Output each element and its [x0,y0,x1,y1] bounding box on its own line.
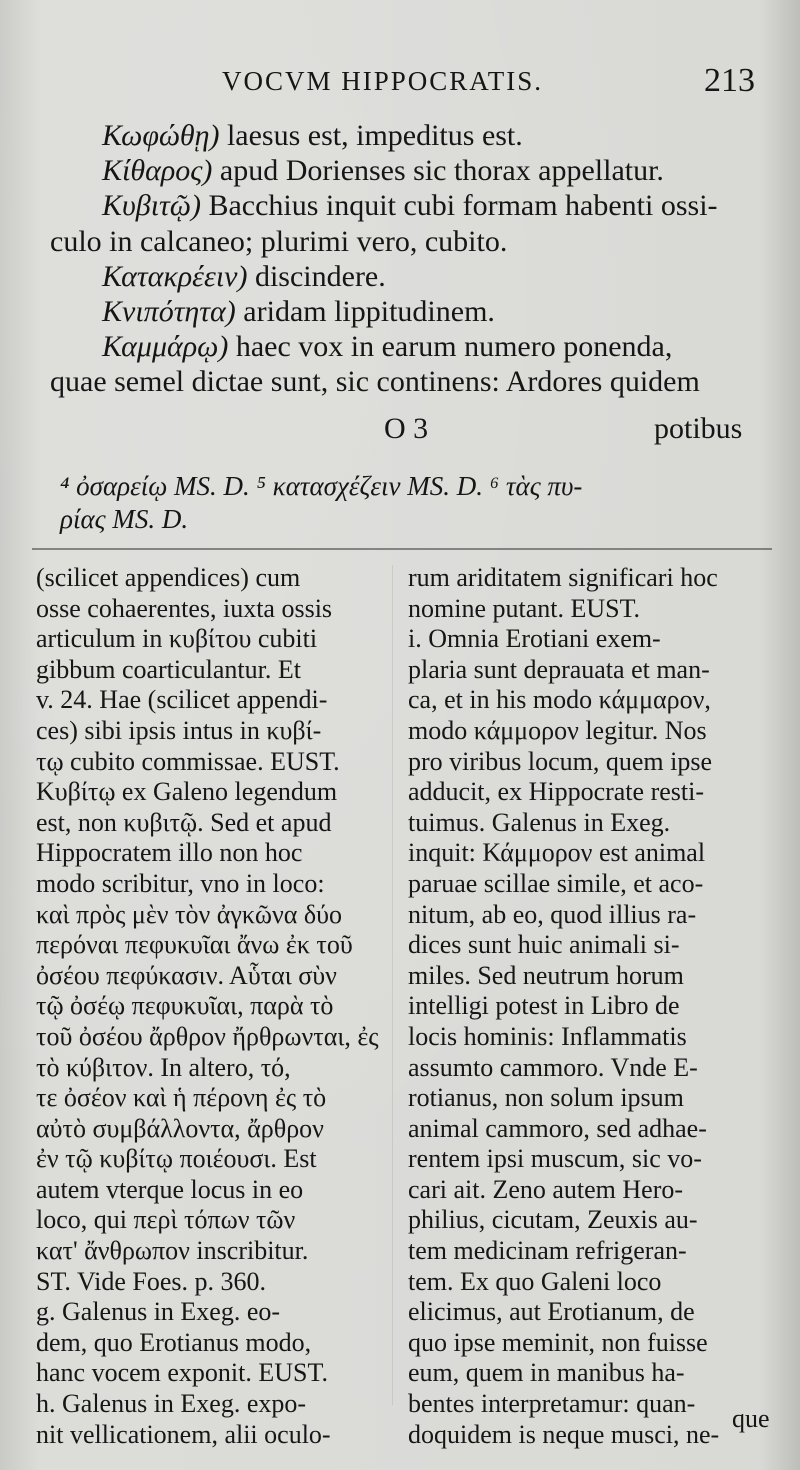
text-line: plaria sunt deprauata et man- [408,654,710,684]
definition: quae semel dictae sunt, sic continens: Ardores quidem [50,365,700,399]
text-line: καὶ πρὸς μὲν τὸν ἀγκῶνα δύο [36,899,343,929]
text-line: doquidem is neque musci, ne- [408,1419,720,1449]
headword: Κυβιτῷ) [102,189,201,223]
entry [50,259,760,294]
definition: discindere. [247,259,386,293]
text-line: nitum, ab eo, quod illius ra- [408,899,697,929]
catchword: potibus [654,412,743,445]
text-line: dem, quo Erotianus modo, [36,1327,312,1357]
entry [50,118,760,153]
text-line: rotianus, non solum ipsum [408,1083,684,1113]
divider [32,548,772,550]
text-line: ces) sibi ipsis intus in κυβί- [36,715,322,745]
text-line: ὀσέου πεφύκασιν. Αὗται σὺν [36,960,337,990]
running-title: VOCVM HIPPOCRATIS. [222,66,544,96]
definition: aridam lippitudinem. [235,295,495,329]
text-line: τοῦ ὀσέου ἄρθρον ἤρθρωνται, ἐς [36,1021,379,1051]
signature-line [0,410,800,450]
text-line: locis hominis: Inflammatis [408,1021,687,1051]
text-line: modo κάμμορον legitur. Nos [408,715,707,745]
definition: haec vox in earum numero ponenda, [228,330,673,364]
text-line: rum ariditatem significari hoc [408,563,718,592]
text-line: eum, quem in manibus ha- [408,1358,685,1388]
bottom-catchword: que [732,1404,770,1433]
text-line: τε ὀσέον καὶ ἡ πέρονη ἐς τὸ [36,1083,327,1113]
text-line: cari ait. Zeno autem Hero- [408,1174,684,1204]
commentary-left-column [36,563,388,1450]
text-line: Hippocratem illo non hoc [36,838,303,868]
text-line: osse cohaerentes, iuxta ossis [36,593,333,623]
text-line: gibbum coarticulantur. Et [36,654,301,684]
text-line: nit vellicationem, alii oculo- [36,1419,331,1449]
text-line: modo scribitur, vno in loco: [36,868,325,898]
running-header [0,58,800,108]
headword: Καμμάρῳ) [102,330,229,364]
text-line: dices sunt huic animali si- [408,930,680,960]
definition: laesus est, impeditus est. [219,119,523,152]
text-line: τὸ κύβιτον. In altero, τό, [36,1052,291,1082]
text-line: tuimus. Galenus in Exeg. [408,807,671,837]
entry [50,294,760,329]
entry [50,188,760,223]
text-line: κατ' ἄνθρωπον inscribitur. [36,1236,309,1266]
entry-continuation [50,364,760,399]
entry [50,329,760,364]
text-line: inquit: Κάμμορον est animal [408,838,706,868]
text-line: αὐτὸ συμβάλλοντα, ἄρθρον [36,1113,324,1143]
text-line: g. Galenus in Exeg. eo- [36,1297,281,1327]
text-line: articulum in κυβίτου cubiti [36,624,318,654]
text-line: Κυβίτῳ ex Galeno legendum [36,777,338,807]
headword: Κωφώθῃ) [102,119,220,152]
footnote-line: ρίας MS. D. [60,504,189,534]
signature-mark: O 3 [384,412,429,445]
text-line: elicimus, aut Erotianum, de [408,1297,695,1327]
glossary-entries [50,118,760,400]
text-line: nomine putant. EUST. [408,593,641,623]
footnote-line: ⁴ ὀσαρείῳ MS. D. ⁵ κατασχέζειν MS. D. ⁶ τὰς πυ- [60,471,583,501]
footnotes [60,470,760,536]
text-line: paruae scillae simile, et aco- [408,868,704,898]
commentary-right-column [408,563,760,1450]
text-line: v. 24. Hae (scilicet appendi- [36,685,328,715]
headword: Κίθαρος) [102,154,213,188]
text-line: i. Omnia Erotiani exem- [408,624,661,654]
text-line: adducit, ex Hippocrate resti- [408,777,704,807]
definition: apud Dorienses sic thorax appellatur. [212,154,664,188]
text-line: h. Galenus in Exeg. expo- [36,1389,307,1419]
text-line: (scilicet appendices) cum [36,563,301,592]
text-line: bentes interpretamur: quan- [408,1389,696,1419]
definition: Bacchius inquit cubi formam habenti ossi- [200,189,718,223]
text-line: ca, et in his modo κάμμαρον, [408,685,711,715]
text-line: quo ipse meminit, non fuisse [408,1327,708,1357]
entry-continuation [50,224,760,259]
text-line: περόναι πεφυκυῖαι ἄνω ἐκ τοῦ [36,930,353,960]
headword: Κατακρέειν) [102,259,248,293]
text-line: assumto cammoro. Vnde E- [408,1052,698,1082]
text-line: ἐν τῷ κυβίτῳ ποιέουσι. Est [36,1144,317,1174]
text-line: philius, cicutam, Zeuxis au- [408,1205,698,1235]
text-line: ST. Vide Foes. p. 360. [36,1266,267,1296]
text-line: intelligi potest in Libro de [408,991,680,1021]
text-line: loco, qui περὶ τόπων τῶν [36,1205,296,1235]
text-line: rentem ipsi muscum, sic vo- [408,1144,702,1174]
text-line: τῷ ὀσέῳ πεφυκυῖαι, παρὰ τὸ [36,991,334,1021]
page-number: 213 [704,62,755,99]
entry [50,153,760,188]
column-gutter [392,565,393,1405]
text-line: tem. Ex quo Galeni loco [408,1266,662,1296]
headword: Κνιπότητα) [102,295,236,329]
text-line: τῳ cubito commissae. EUST. [36,746,340,776]
definition: culo in calcaneo; plurimi vero, cubito. [50,224,508,258]
text-line: autem vterque locus in eo [36,1174,304,1204]
text-line: animal cammoro, sed adhae- [408,1113,707,1143]
text-line: tem medicinam refrigeran- [408,1236,687,1266]
text-line: pro viribus locum, quem ipse [408,746,713,776]
text-line: hanc vocem exponit. EUST. [36,1358,328,1388]
text-line: est, non κυβιτῷ. Sed et apud [36,807,332,837]
text-line: miles. Sed neutrum horum [408,960,684,990]
